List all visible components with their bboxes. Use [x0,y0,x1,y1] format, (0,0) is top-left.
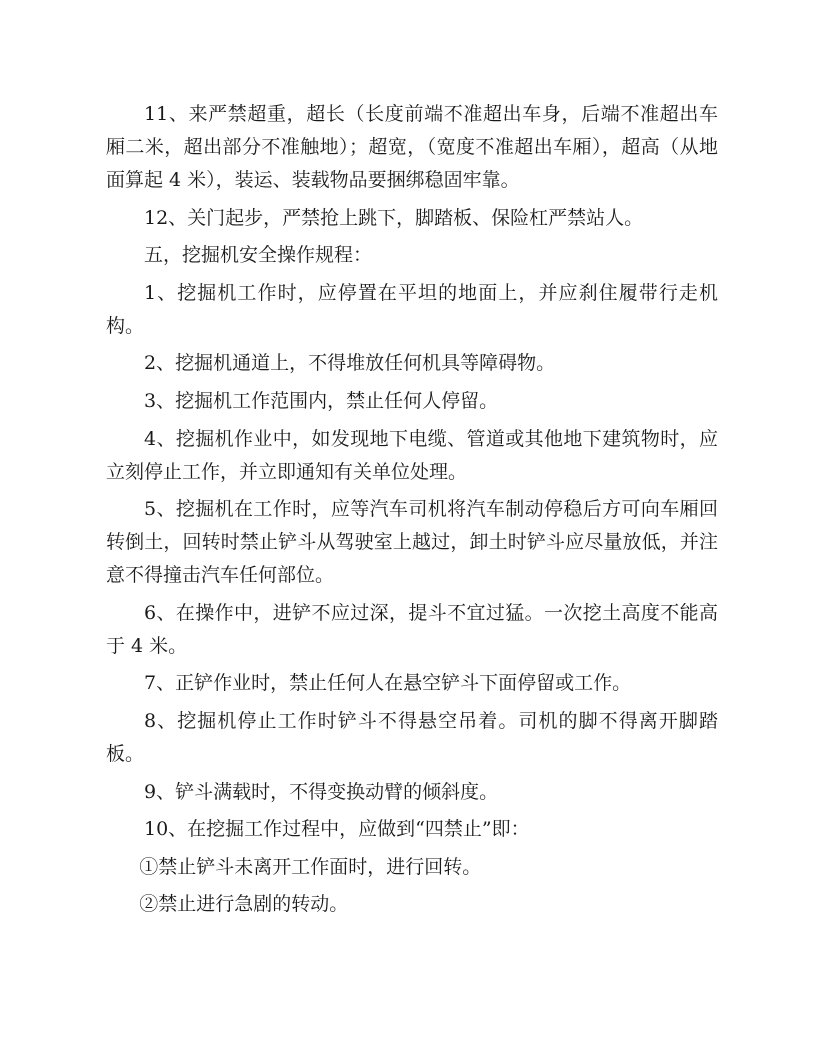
list-item-prohibition-2: ②禁止进行急剧的转动。 [139,893,349,916]
paragraph-excavator-7: 7、正铲作业时，禁止任何人在悬空铲斗下面停留或工作。 [144,672,632,695]
document-page [106,98,718,926]
paragraph-excavator-10: 10、在挖掘工作过程中，应做到“四禁止”即： [144,818,530,841]
paragraph-excavator-9: 9、铲斗满载时，不得变换动臂的倾斜度。 [144,780,499,803]
section-heading-excavator: 五，挖掘机安全操作规程： [144,244,373,267]
paragraph-excavator-2: 2、挖掘机通道上，不得堆放任何机具等障碍物。 [144,352,556,375]
paragraph-excavator-4: 4、挖掘机作业中，如发现地下电缆、管道或其他地下建筑物时，应立刻停止工作，并立即通知有关单位处理。 [106,427,718,483]
paragraph-excavator-3: 3、挖掘机工作范围内，禁止任何人停留。 [144,389,499,412]
paragraph-excavator-8: 8、挖掘机停止工作时铲斗不得悬空吊着。司机的脚不得离开脚踏板。 [106,709,718,765]
paragraph-excavator-5: 5、挖掘机在工作时，应等汽车司机将汽车制动停稳后方可向车厢回转倒土，回转时禁止铲斗从驾驶室上越过，卸土时铲斗应尽量放低，并注意不得撞击汽车任何部位。 [106,498,718,587]
paragraph-excavator-6: 6、在操作中，进铲不应过深，提斗不宜过猛。一次挖土高度不能高于 4 米。 [106,601,718,657]
paragraph-excavator-1: 1、挖掘机工作时，应停置在平坦的地面上，并应刹住履带行走机构。 [106,281,718,337]
paragraph-rule-11: 11、来严禁超重，超长（长度前端不准超出车身，后端不准超出车厢二米，超出部分不准触地）；超宽，（宽度不准超出车厢），超高（从地面算起 4 米），装运、装载物品要捆绑稳固牢靠。 [106,103,718,191]
list-item-prohibition-1: ①禁止铲斗未离开工作面时，进行回转。 [139,855,482,878]
paragraph-rule-12: 12、关门起步，严禁抢上跳下，脚踏板、保险杠严禁站人。 [144,206,644,229]
